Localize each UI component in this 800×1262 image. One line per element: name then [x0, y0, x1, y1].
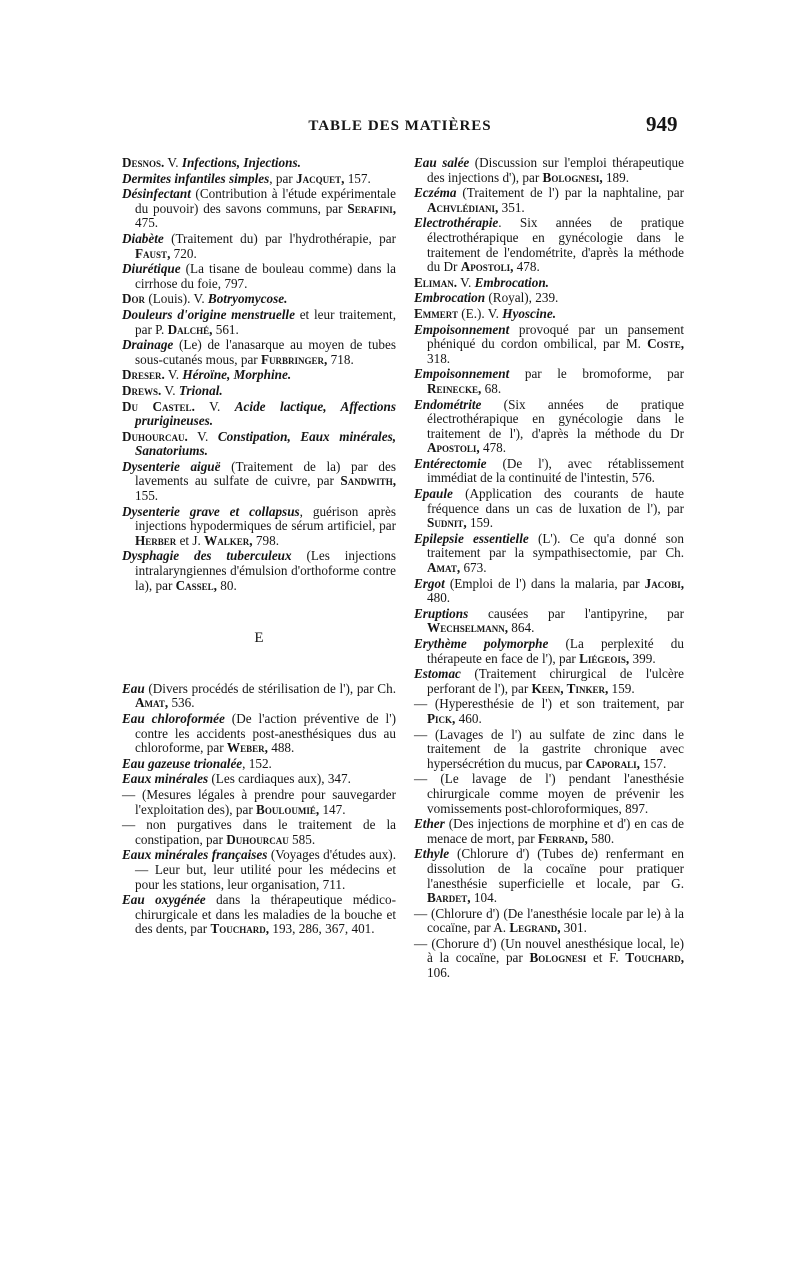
entry-text: (Six années de pratique électrothérapique en gynécologie dans le traitement de l'), d'après la méthode du Dr [427, 396, 684, 441]
entry-author: Apostoli, [427, 440, 480, 456]
entry-text: 488. [267, 740, 295, 756]
entry-author: Cassel, [175, 577, 217, 593]
index-entry [122, 232, 396, 261]
entry-author: Weber, [226, 740, 268, 756]
index-entry [122, 308, 396, 337]
entry-reference: Constipation, Eaux minérales, Sanatoriums. [135, 428, 396, 459]
entry-text: (Traitement de la) par des lavements au sulfate de cuivre, par [135, 458, 396, 489]
entry-text: dans la thérapeutique médico-chirurgicale et dans les maladies de la bouche et des dents, par [135, 892, 396, 937]
index-entry [414, 607, 684, 636]
entry-text: — (Lavages de l') au sulfate de zinc dans le traitement de la gastrite chronique avec hypersécrétion du mucus, par [414, 726, 684, 771]
index-entry [414, 697, 684, 726]
entry-reference: Héroïne, Morphine. [182, 367, 292, 383]
entry-author: Duhourcau. [122, 428, 188, 444]
entry-author: Amat, [427, 560, 461, 576]
entry-text: (Contribution à l'étude expérimentale du pouvoir) des savons communs, par [135, 186, 396, 216]
entry-heading: Erythème polymorphe [414, 636, 549, 651]
entry-text: 478. [479, 440, 507, 456]
entry-text: — (Chorure d') (Un nouvel anesthésique local, le) à la cocaïne, par [414, 935, 684, 966]
running-header-title: TABLE DES MATIÈRES [308, 118, 492, 134]
entry-reference: Trional. [178, 382, 223, 398]
entry-reference: Hyoscine. [502, 305, 557, 321]
entry-author: Furbringer, [261, 351, 328, 367]
entry-text: , 152. [242, 755, 272, 771]
entry-heading: Ethyle [414, 846, 450, 862]
index-entry [414, 728, 684, 772]
entry-text: 580. [587, 830, 615, 846]
entry-text: (Traitement chirurgical de l'ulcère perforant de l'), par [427, 666, 684, 696]
entry-text: — (Chlorure d') (De l'anesthésie locale par le) à la cocaïne, par A. [414, 905, 684, 936]
entry-heading: Eaux minérales [122, 771, 209, 787]
page-number: 949 [646, 112, 678, 136]
entry-author: Caporali, [585, 755, 640, 771]
entry-author: Desnos. [122, 155, 165, 170]
entry-text: V. [161, 382, 179, 398]
entry-author: Apostoli, [460, 259, 514, 275]
entry-text: et F. [586, 950, 626, 966]
index-entry [414, 772, 684, 816]
index-entry [414, 276, 684, 291]
entry-heading: Dermites infantiles simples [122, 170, 270, 186]
entry-text: 159. [608, 680, 635, 696]
entry-text: (Royal), 239. [485, 290, 559, 306]
entry-heading: Eaux minérales françaises [122, 847, 268, 863]
index-entry [122, 893, 396, 937]
entry-text: 351. [498, 199, 525, 215]
index-entry [122, 549, 396, 593]
entry-heading: Endométrite [414, 396, 482, 412]
entry-text: (Chlorure d') (Tubes de) renfermant en dissolution de la cocaïne pour pratiquer l'anesthésie superficielle et locale, par G. [427, 846, 684, 891]
entry-text: . Six années de pratique électrothérapique en gynécologie dans le traitement de l'endométrite, d'après la méthode du Dr [427, 215, 684, 275]
entry-text: V. [164, 155, 182, 170]
entry-heading: Dysphagie des tuberculeux [122, 548, 292, 564]
entry-author: Walker, [204, 532, 253, 548]
index-group-e-right [414, 156, 684, 981]
entry-heading: Ergot [414, 575, 445, 591]
entry-heading: Estomac [414, 666, 461, 682]
index-entry [414, 577, 684, 606]
entry-text: 301. [560, 920, 587, 936]
index-entry [414, 216, 684, 274]
entry-heading: Eczéma [414, 185, 457, 201]
entry-author: Legrand, [509, 920, 561, 936]
entry-text: (La perplexité du thérapeute en face de l'), par [427, 636, 684, 666]
index-group-e-left [122, 682, 396, 937]
entry-author: Faust, [135, 245, 171, 261]
entry-text: 318. [427, 350, 451, 366]
entry-author: Herber [135, 532, 177, 548]
index-entry [414, 907, 684, 936]
entry-text: 155. [135, 488, 159, 504]
entry-heading: Diurétique [122, 261, 181, 277]
entry-text: V. [457, 274, 475, 290]
entry-author: Touchard, [625, 950, 684, 966]
entry-text: 106. [427, 965, 451, 981]
entry-text: (Application des courants de haute fréquence dans un cas de luxation de l'), par [427, 486, 684, 516]
entry-text: 80. [216, 577, 237, 593]
entry-heading: Eau [122, 680, 145, 696]
entry-text: — non purgatives dans le traitement de la constipation, par [122, 817, 396, 847]
index-entry [414, 291, 684, 306]
entry-heading: Eau salée [414, 155, 470, 170]
entry-text: , par [269, 170, 296, 186]
entry-text: — (Le lavage de l') pendant l'anesthésie chirurgicale comme moyen de prévenir les vomissements post-chloroformiques, 897. [414, 771, 684, 816]
index-entry [122, 848, 396, 892]
entry-author: Touchard, [210, 921, 270, 937]
index-entry [122, 156, 396, 171]
entry-text: (De l'), avec rétablissement immédiat de la continuité de l'intestin, 576. [427, 455, 684, 486]
entry-text: 478. [513, 259, 540, 275]
entry-author: Bardet, [427, 890, 471, 906]
entry-heading: Désinfectant [122, 186, 191, 202]
entry-author: Bouloumié, [256, 801, 320, 817]
entry-author: Sudnit, [427, 515, 467, 531]
entry-text: (Emploi de l') dans la malaria, par [444, 575, 645, 591]
entry-heading: Epilepsie essentielle [414, 530, 529, 546]
entry-reference: Acide lactique, Affections prurigineuses. [135, 398, 396, 429]
section-letter: E [254, 630, 264, 647]
entry-text: (Discussion sur l'emploi thérapeutique des injections d'), par [427, 155, 684, 185]
entry-author: Eliman. [414, 274, 458, 290]
entry-heading: Empoisonnement [414, 366, 510, 382]
entry-text: (L'). Ce qu'a donné son traitement par la sympathisectomie, par Ch. [427, 530, 684, 561]
entry-text: 157. [344, 170, 371, 186]
entry-heading: Dysenterie grave et collapsus [122, 503, 300, 519]
index-column-left [122, 156, 396, 938]
entry-author: Du Castel. [122, 398, 195, 414]
entry-author: Achvlédiani, [427, 199, 499, 215]
entry-text: (La tisane de bouleau comme) dans la cirrhose du foie, 797. [135, 261, 396, 291]
index-entry [122, 772, 396, 787]
entry-text: 460. [455, 710, 482, 726]
entry-text: causées par l'antipyrine, par [468, 605, 684, 621]
entry-author: Wechselmann, [427, 620, 508, 636]
index-entry [414, 307, 684, 322]
entry-text: (Les cardiaques aux), 347. [208, 771, 351, 787]
entry-text: V. [187, 428, 218, 444]
entry-text: 189. [602, 169, 630, 185]
index-entry [122, 430, 396, 459]
index-entry [414, 487, 684, 531]
entry-reference: Infections, Injections. [181, 155, 301, 170]
entry-author: Keen, Tinker, [531, 680, 609, 696]
entry-text: 561. [212, 321, 239, 337]
entry-text: (E.). V. [457, 305, 503, 321]
entry-author: Drews. [122, 382, 162, 398]
entry-text: provoqué par un pansement phéniqué du cordon ombilical, par M. [427, 321, 684, 352]
index-entry [122, 712, 396, 756]
entry-text: (Des injections de morphine et d') en cas de menace de mort, par [427, 816, 684, 846]
entry-text: V. [194, 398, 235, 414]
index-entry [122, 757, 396, 772]
index-entry [122, 292, 396, 307]
index-entry [122, 505, 396, 549]
entry-heading: Electrothérapie [414, 215, 499, 231]
entry-author: Emmert [414, 305, 458, 321]
entry-text: 720. [170, 245, 197, 261]
index-entry [414, 532, 684, 576]
entry-text: 157. [639, 755, 667, 771]
entry-text: (Traitement du) par l'hydrothérapie, par [163, 230, 396, 246]
entry-heading: Douleurs d'origine menstruelle [122, 306, 295, 322]
index-entry [122, 400, 396, 429]
entry-text: 147. [319, 801, 346, 817]
entry-text: 399. [629, 650, 656, 666]
entry-text: 68. [481, 380, 502, 396]
entry-text: — (Mesures légales à prendre pour sauvegarder l'exploitation des), par [122, 786, 396, 817]
entry-text: (Louis). V. [145, 291, 208, 307]
entry-text: (Divers procédés de stérilisation de l'), par Ch. [144, 680, 396, 696]
index-entry [414, 937, 684, 981]
entry-heading: Empoisonnement [414, 321, 510, 337]
entry-text: — (Hyperesthésie de l') et son traitement, par [414, 696, 684, 712]
index-column-right [414, 156, 684, 982]
entry-text: 159. [466, 515, 494, 531]
entry-author: Amat, [135, 695, 169, 711]
entry-text: et J. [176, 532, 205, 548]
entry-heading: Diabète [122, 230, 164, 246]
entry-author: Reinecke, [427, 380, 482, 396]
index-entry [414, 367, 684, 396]
entry-text: 475. [135, 215, 159, 231]
entry-text: 480. [427, 590, 451, 606]
entry-text: (Le) de l'anasarque au moyen de tubes sous-cutanés mous, par [135, 337, 396, 367]
entry-text: (Traitement de l') par la naphtaline, par [456, 185, 684, 201]
entry-heading: Epaule [414, 486, 453, 502]
index-entry [122, 338, 396, 367]
entry-heading: Drainage [122, 337, 174, 353]
entry-text: 585. [288, 831, 316, 847]
entry-author: Dalché, [167, 321, 213, 337]
index-entry [122, 368, 396, 383]
index-entry [122, 818, 396, 847]
entry-author: Dreser. [122, 367, 165, 383]
entry-author: Ferrand, [537, 830, 588, 846]
index-entry [122, 262, 396, 291]
index-entry [122, 172, 396, 187]
entry-reference: Botryomycose. [207, 291, 288, 307]
entry-text: (Les injections intralaryngiennes d'émulsion d'orthoforme contre la), par [135, 548, 396, 593]
entry-heading: Ether [414, 816, 445, 832]
entry-text: 798. [252, 532, 279, 548]
entry-author: Dor [122, 291, 146, 307]
entry-author: Jacobi, [644, 575, 684, 591]
entry-heading: Eau oxygénée [122, 892, 206, 908]
entry-author: Coste, [647, 336, 684, 352]
index-entry [414, 667, 684, 696]
entry-heading: Eau chloroformée [122, 711, 225, 726]
entry-text: V. [164, 367, 183, 383]
entry-text: et leur traitement, par P. [135, 306, 396, 337]
entry-author: Sandwith, [340, 473, 396, 489]
index-entry [414, 156, 684, 185]
entry-heading: Eau gazeuse trionalée [122, 755, 243, 771]
entry-author: Serafini, [347, 200, 396, 216]
entry-text: (De l'action préventive de l') contre les accidents post-anesthésiques dus au chloroforme, par [135, 711, 396, 756]
index-entry [122, 682, 396, 711]
entry-text: (Voyages d'études aux). — Leur but, leur utilité pour les médecins et pour les stations, leur organisation, 711. [135, 847, 396, 892]
entry-text: , guérison après injections hypodermiques de sérum artificiel, par [135, 503, 397, 534]
entry-author: Bolognesi [529, 950, 587, 966]
index-entry [414, 457, 684, 486]
entry-heading: Eruptions [414, 605, 469, 621]
entry-author: Duhourcau [226, 831, 289, 847]
entry-heading: Entérectomie [414, 455, 487, 471]
entry-author: Liégeois, [579, 650, 630, 666]
entry-heading: Dysenterie aiguë [122, 458, 221, 474]
entry-text: 104. [470, 890, 497, 906]
index-entry [414, 398, 684, 456]
entry-heading: Embrocation [414, 290, 486, 306]
entry-reference: Embrocation. [474, 274, 549, 290]
entry-author: Jacquet, [296, 170, 345, 186]
index-entry [122, 460, 396, 504]
index-entry [414, 637, 684, 666]
index-group-d [122, 156, 396, 593]
entry-text: 193, 286, 367, 401. [269, 921, 375, 937]
index-entry [122, 384, 396, 399]
index-entry [122, 788, 396, 817]
index-entry [414, 847, 684, 905]
index-entry [414, 817, 684, 846]
entry-author: Pick, [427, 710, 456, 726]
entry-text: 673. [460, 560, 487, 576]
index-entry [122, 187, 396, 231]
index-entry [414, 323, 684, 367]
entry-text: 864. [508, 620, 535, 636]
entry-text: par le bromoforme, par [509, 366, 684, 382]
entry-text: 718. [327, 351, 354, 367]
entry-author: Bolognesi, [542, 169, 603, 185]
index-entry [414, 186, 684, 215]
entry-text: 536. [168, 695, 195, 711]
